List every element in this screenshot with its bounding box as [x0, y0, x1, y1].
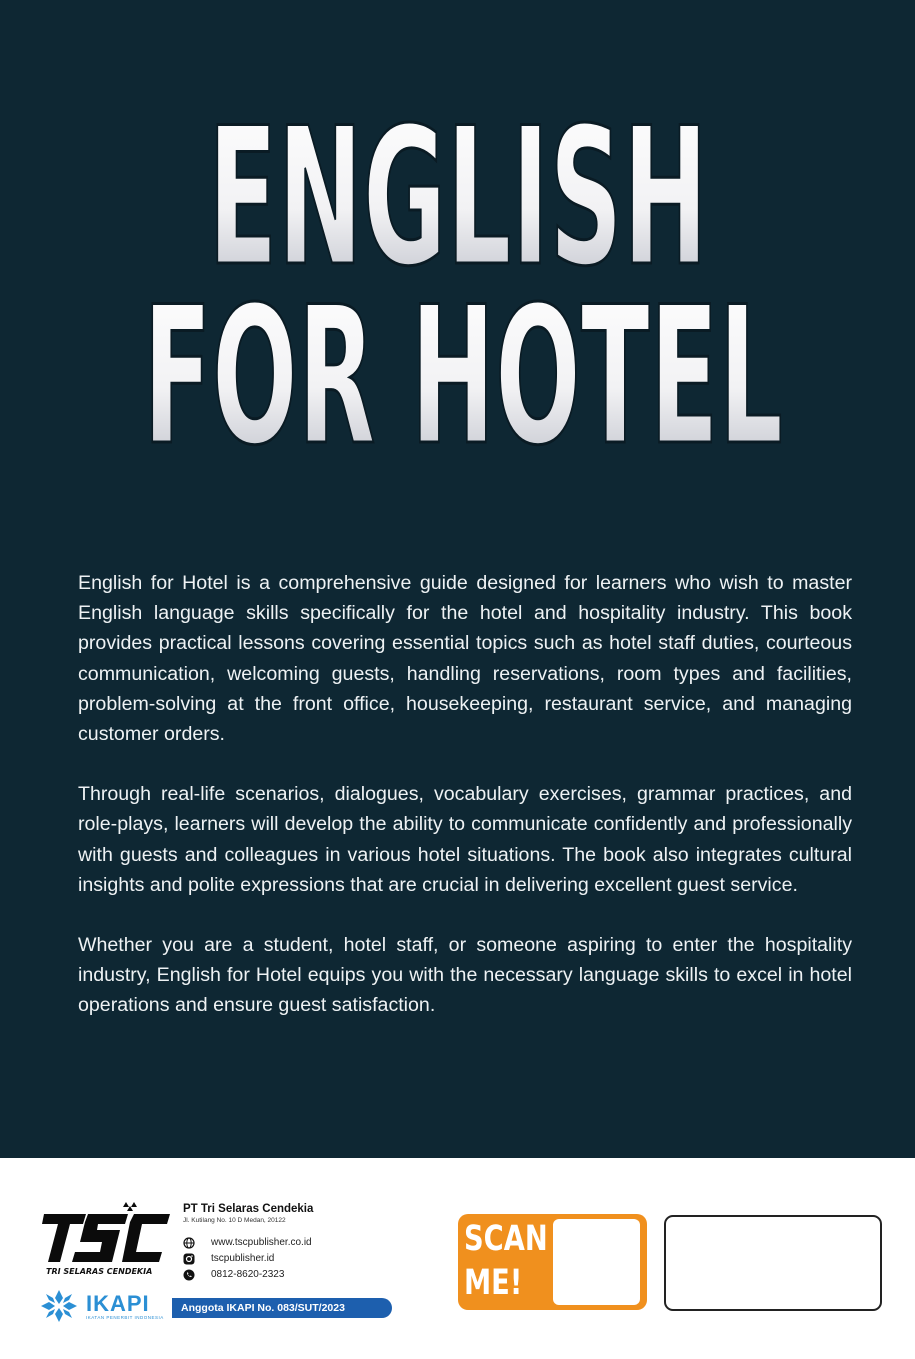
scan-label-line-2: ME! — [464, 1263, 523, 1303]
publisher-address: Jl. Kutilang No. 10 D Medan, 20122 — [183, 1217, 286, 1224]
tsc-logo — [42, 1200, 172, 1282]
ikapi-emblem-icon — [38, 1288, 80, 1324]
publisher-info — [183, 1203, 313, 1282]
scan-me-label — [464, 1217, 548, 1305]
description-paragraph-1: English for Hotel is a comprehensive guide designed for learners who wish to master English language skills specifically for the hotel and hospitality industry. This book provides practical lessons covering essential topics such as hotel staff duties, courteous communication, welcoming guests, handling reservations, room types and facilities, problem-solving at the front office, housekeeping, restaurant service, and managing customer orders. — [78, 572, 852, 746]
website-contact — [183, 1235, 313, 1250]
ikapi-subtitle: IKATAN PENERBIT INDONESIA — [86, 1314, 164, 1320]
book-title — [0, 95, 915, 465]
whatsapp-icon — [183, 1269, 195, 1281]
whatsapp-contact — [183, 1267, 313, 1282]
qr-code-placeholder — [553, 1219, 640, 1305]
ikapi-logo — [38, 1288, 164, 1324]
barcode-placeholder — [664, 1215, 882, 1311]
globe-icon — [183, 1237, 195, 1249]
whatsapp-text: 0812-8620-2323 — [211, 1269, 285, 1280]
publisher-name: PT Tri Selaras Cendekia — [183, 1203, 314, 1215]
title-line-2: FOR HOTEL — [143, 266, 783, 465]
book-description — [78, 568, 852, 1051]
ikapi-name: IKAPI — [86, 1290, 150, 1316]
logo-caption: TRI SELARAS CENDEKIA — [46, 1267, 153, 1276]
logo-mark-icon — [42, 1202, 170, 1262]
instagram-icon — [183, 1253, 195, 1265]
title-line-1: ENGLISH — [208, 95, 708, 308]
description-paragraph-2: Through real-life scenarios, dialogues, vocabulary exercises, grammar practices, and role-plays, learners will develop the ability to communicate confidently and professionally with guests and colleagues in various hotel situations. The book also integrates cultural insights and polite expressions that are crucial in delivering excellent guest service. — [78, 783, 852, 896]
website-text: www.tscpublisher.co.id — [211, 1237, 312, 1248]
instagram-text: tscpublisher.id — [211, 1253, 275, 1264]
description-paragraph-3: Whether you are a student, hotel staff, or someone aspiring to enter the hospitality industry, English for Hotel equips you with the necessary language skills to excel in hotel operations and ensure guest satisfaction. — [78, 934, 852, 1017]
scan-me-qr-block — [458, 1214, 647, 1310]
ikapi-membership-badge: Anggota IKAPI No. 083/SUT/2023 — [172, 1298, 392, 1318]
scan-label-line-1: SCAN — [464, 1219, 548, 1259]
instagram-contact — [183, 1251, 313, 1266]
